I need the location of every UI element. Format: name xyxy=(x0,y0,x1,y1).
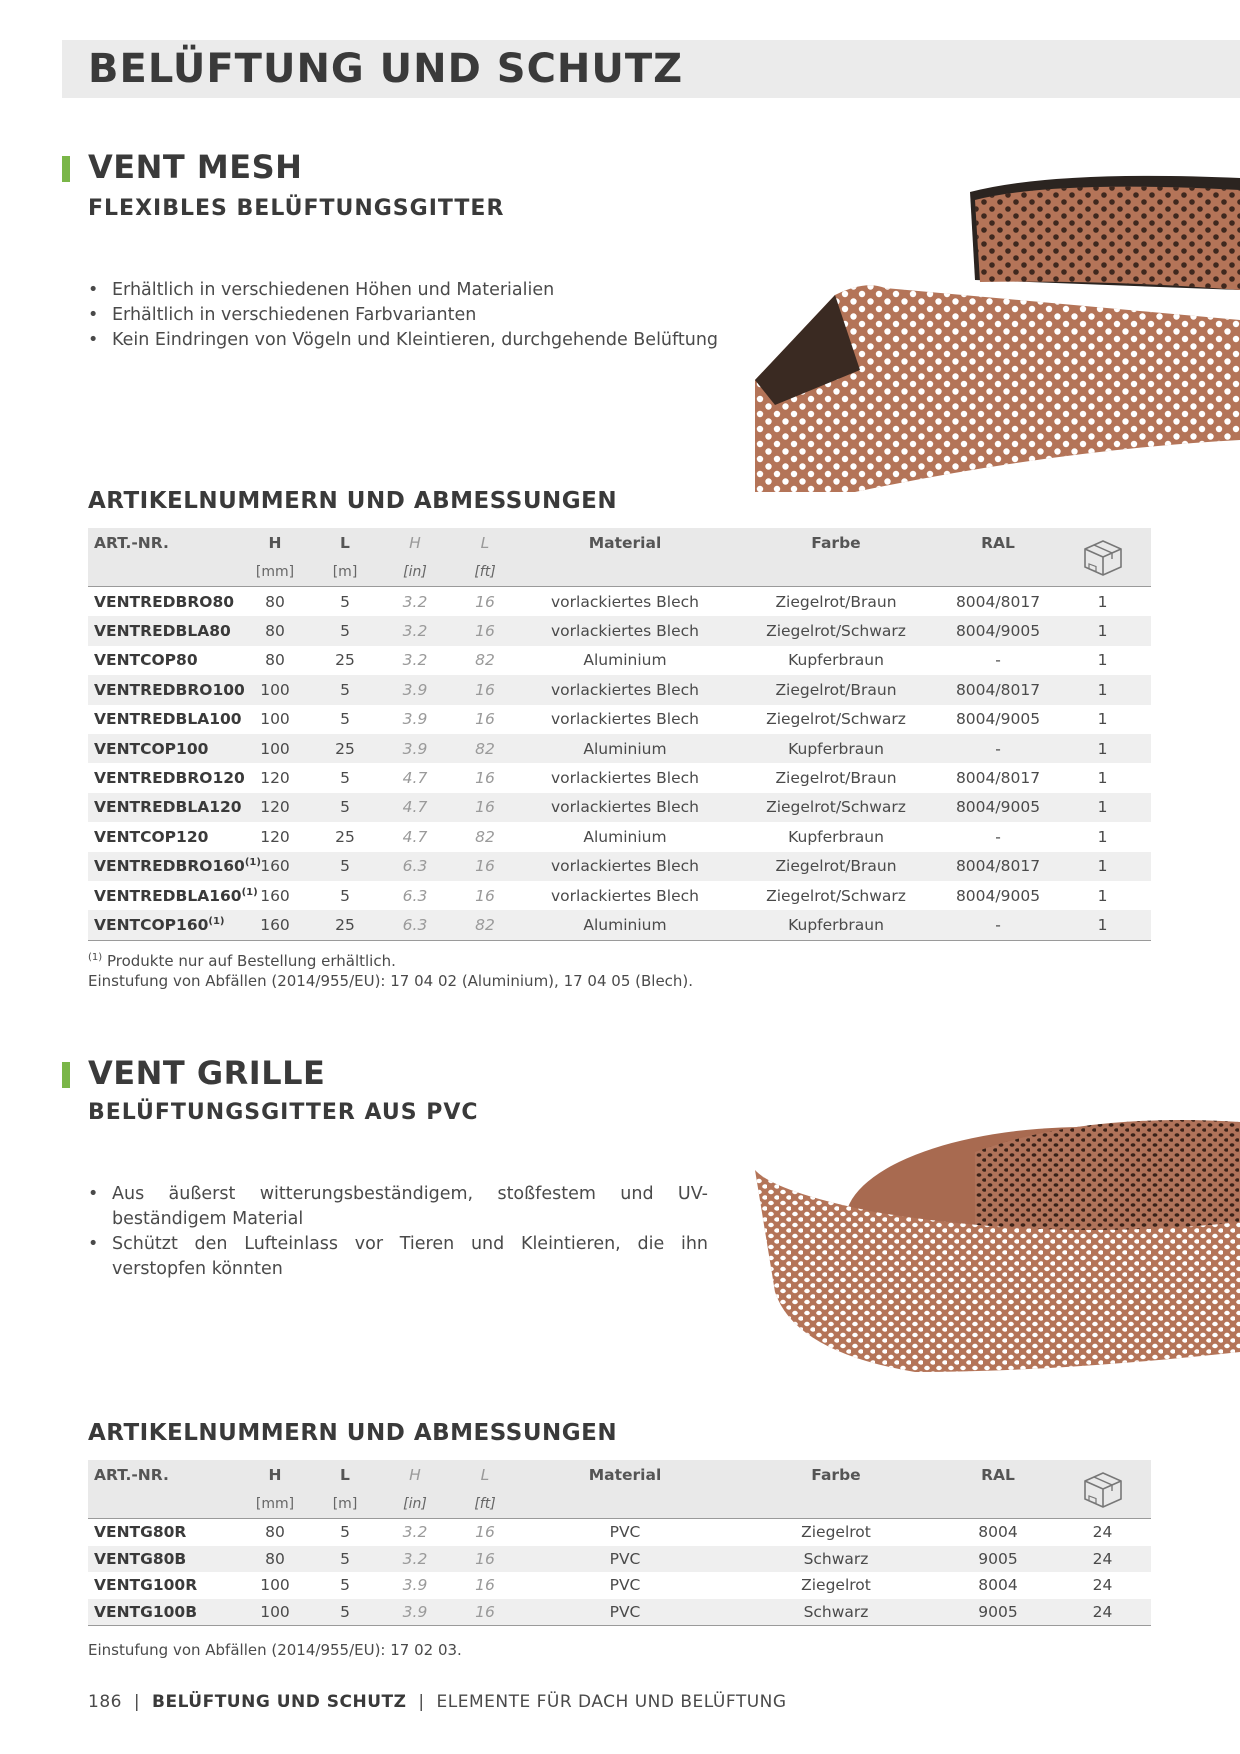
bullet-item: • Kein Eindringen von Vögeln und Kleintieren, durchgehende Belüftung xyxy=(88,328,728,353)
unit-ft: [ft] xyxy=(450,558,520,587)
table-row xyxy=(88,1572,1151,1599)
unit-mm: [mm] xyxy=(240,1490,310,1519)
material-cell: Aluminium xyxy=(583,915,667,934)
package-qty-cell: 24 xyxy=(1092,1523,1113,1542)
col-header-h-in: H xyxy=(380,528,450,558)
col-header-package xyxy=(1054,528,1151,587)
ral-cell: 8004/8017 xyxy=(955,592,1041,611)
height-mm-cell: 80 xyxy=(265,651,285,670)
package-qty-cell: 1 xyxy=(1097,622,1108,641)
article-number-cell: VENTG100B xyxy=(94,1602,198,1621)
height-mm-cell: 120 xyxy=(260,769,290,788)
vent-mesh-title: VENT MESH xyxy=(88,148,303,186)
vent-mesh-subtitle: FLEXIBLES BELÜFTUNGSGITTER xyxy=(88,196,505,221)
height-mm-cell: 120 xyxy=(260,798,290,817)
table-row xyxy=(88,616,1151,645)
material-cell: vorlackiertes Blech xyxy=(551,769,699,788)
ral-cell: 8004/8017 xyxy=(955,769,1041,788)
vent-grille-footnote: Einstufung von Abfällen (2014/955/EU): 17 02 03. xyxy=(88,1641,462,1659)
article-number-cell: VENTG80R xyxy=(94,1523,187,1542)
col-header-material: Material xyxy=(520,1460,730,1490)
table-row xyxy=(88,763,1151,792)
height-mm-cell: 80 xyxy=(265,1549,285,1568)
material-cell: vorlackiertes Blech xyxy=(551,622,699,641)
unit-m: [m] xyxy=(310,1490,380,1519)
article-number-cell: VENTG80B xyxy=(94,1549,187,1568)
col-header-ral: RAL xyxy=(942,1460,1054,1490)
height-mm-cell: 160 xyxy=(260,886,290,905)
color-cell: Schwarz xyxy=(803,1602,869,1621)
page-footer xyxy=(88,1692,787,1712)
height-mm-cell: 100 xyxy=(260,739,290,758)
article-number-cell: VENTCOP80 xyxy=(94,651,198,670)
height-mm-cell: 100 xyxy=(260,680,290,699)
ral-cell: - xyxy=(995,651,1001,670)
material-cell: Aluminium xyxy=(583,827,667,846)
col-header-l: L xyxy=(310,528,380,558)
unit-m: [m] xyxy=(310,558,380,587)
package-qty-cell: 1 xyxy=(1097,651,1108,670)
article-number-cell: VENTCOP160$^{(1)}$ xyxy=(94,915,225,934)
material-cell: vorlackiertes Blech xyxy=(551,680,699,699)
table-row xyxy=(88,822,1151,851)
col-header-art: ART.-NR. xyxy=(88,1460,240,1490)
package-qty-cell: 1 xyxy=(1097,886,1108,905)
vent-mesh-footnote xyxy=(88,951,693,991)
vent-mesh-table-heading: ARTIKELNUMMERN UND ABMESSUNGEN xyxy=(88,488,618,514)
height-in-cell: 6.3 xyxy=(402,857,428,876)
ral-cell: 9005 xyxy=(978,1549,1018,1568)
package-qty-cell: 1 xyxy=(1097,857,1108,876)
color-cell: Ziegelrot/Schwarz xyxy=(766,622,906,641)
length-ft-cell: 16 xyxy=(475,1523,495,1542)
length-m-cell: 5 xyxy=(340,886,350,905)
box-icon xyxy=(1081,1469,1125,1509)
package-qty-cell: 1 xyxy=(1097,739,1108,758)
material-cell: PVC xyxy=(609,1576,641,1595)
length-m-cell: 25 xyxy=(335,827,355,846)
length-m-cell: 5 xyxy=(340,622,350,641)
package-qty-cell: 1 xyxy=(1097,798,1108,817)
unit-in: [in] xyxy=(380,1490,450,1519)
length-ft-cell: 82 xyxy=(475,915,495,934)
footnote-marker: (1) xyxy=(208,915,225,927)
height-in-cell: 3.2 xyxy=(402,1549,428,1568)
table-row xyxy=(88,705,1151,734)
ral-cell: - xyxy=(995,827,1001,846)
height-in-cell: 3.9 xyxy=(402,739,428,758)
length-m-cell: 25 xyxy=(335,915,355,934)
height-in-cell: 6.3 xyxy=(402,915,428,934)
table-row xyxy=(88,1599,1151,1626)
table-row xyxy=(88,793,1151,822)
footer-separator: | xyxy=(133,1692,141,1712)
footnote-marker: (1) xyxy=(244,857,261,869)
height-mm-cell: 100 xyxy=(260,710,290,729)
length-ft-cell: 16 xyxy=(475,1549,495,1568)
ral-cell: 8004/8017 xyxy=(955,680,1041,699)
table-row xyxy=(88,734,1151,763)
ral-cell: - xyxy=(995,915,1001,934)
length-m-cell: 5 xyxy=(340,769,350,788)
height-in-cell: 3.2 xyxy=(402,592,428,611)
material-cell: Aluminium xyxy=(583,651,667,670)
length-m-cell: 5 xyxy=(340,1602,350,1621)
color-cell: Ziegelrot/Braun xyxy=(775,680,897,699)
height-in-cell: 4.7 xyxy=(402,798,428,817)
ral-cell: 8004 xyxy=(978,1576,1018,1595)
article-number-cell: VENTCOP120 xyxy=(94,827,209,846)
table-row xyxy=(88,910,1151,940)
ral-cell: 8004 xyxy=(978,1523,1018,1542)
article-number-cell: VENTREDBLA120 xyxy=(94,798,242,817)
length-ft-cell: 16 xyxy=(475,769,495,788)
vent-mesh-table xyxy=(88,528,1151,941)
vent-grille-subtitle: BELÜFTUNGSGITTER AUS PVC xyxy=(88,1100,479,1125)
vent-grille-bullets xyxy=(88,1182,708,1282)
material-cell: PVC xyxy=(609,1523,641,1542)
bullet-item: • Aus äußerst witterungsbeständigem, stoßfestem und UV-beständigem Material xyxy=(88,1182,708,1232)
color-cell: Kupferbraun xyxy=(788,915,884,934)
ral-cell: 8004/9005 xyxy=(955,798,1041,817)
col-header-l: L xyxy=(310,1460,380,1490)
vent-grille-table-heading: ARTIKELNUMMERN UND ABMESSUNGEN xyxy=(88,1420,618,1446)
length-m-cell: 5 xyxy=(340,1523,350,1542)
vent-grille-product-image xyxy=(755,1112,1240,1442)
package-qty-cell: 24 xyxy=(1092,1602,1113,1621)
section-accent-bar xyxy=(62,156,70,182)
vent-mesh-product-image xyxy=(755,170,1240,500)
ral-cell: 8004/8017 xyxy=(955,857,1041,876)
header-band xyxy=(62,40,1240,98)
material-cell: vorlackiertes Blech xyxy=(551,798,699,817)
height-mm-cell: 80 xyxy=(265,1523,285,1542)
height-mm-cell: 80 xyxy=(265,592,285,611)
ral-cell: 8004/9005 xyxy=(955,622,1041,641)
package-qty-cell: 1 xyxy=(1097,827,1108,846)
length-ft-cell: 82 xyxy=(475,651,495,670)
col-header-h: H xyxy=(240,1460,310,1490)
package-qty-cell: 1 xyxy=(1097,915,1108,934)
unit-ft: [ft] xyxy=(450,1490,520,1519)
ral-cell: - xyxy=(995,739,1001,758)
footer-separator: | xyxy=(418,1692,425,1712)
height-mm-cell: 100 xyxy=(260,1602,290,1621)
color-cell: Ziegelrot/Braun xyxy=(775,857,897,876)
material-cell: Aluminium xyxy=(583,739,667,758)
material-cell: vorlackiertes Blech xyxy=(551,592,699,611)
length-m-cell: 25 xyxy=(335,739,355,758)
col-header-material: Material xyxy=(520,528,730,558)
height-in-cell: 3.9 xyxy=(402,1576,428,1595)
length-m-cell: 25 xyxy=(335,651,355,670)
col-header-l-ft: L xyxy=(450,528,520,558)
length-m-cell: 5 xyxy=(340,798,350,817)
footnote-marker: (1) xyxy=(241,886,258,898)
material-cell: PVC xyxy=(609,1549,641,1568)
col-header-h-in: H xyxy=(380,1460,450,1490)
length-ft-cell: 82 xyxy=(475,739,495,758)
table-row xyxy=(88,1519,1151,1546)
height-in-cell: 6.3 xyxy=(402,886,428,905)
length-ft-cell: 16 xyxy=(475,680,495,699)
length-m-cell: 5 xyxy=(340,592,350,611)
article-number-cell: VENTREDBRO80 xyxy=(94,592,235,611)
height-mm-cell: 160 xyxy=(260,857,290,876)
height-mm-cell: 80 xyxy=(265,622,285,641)
article-number-cell: VENTREDBRO160$^{(1)}$ xyxy=(94,857,261,876)
color-cell: Ziegelrot/Braun xyxy=(775,592,897,611)
height-mm-cell: 100 xyxy=(260,1576,290,1595)
footer-section: BELÜFTUNG UND SCHUTZ xyxy=(152,1692,407,1712)
article-number-cell: VENTG100R xyxy=(94,1576,198,1595)
footnote-marker: (1) xyxy=(88,952,103,963)
height-in-cell: 4.7 xyxy=(402,769,428,788)
length-ft-cell: 16 xyxy=(475,592,495,611)
color-cell: Ziegelrot/Schwarz xyxy=(766,710,906,729)
color-cell: Kupferbraun xyxy=(788,827,884,846)
vent-grille-title: VENT GRILLE xyxy=(88,1054,326,1092)
length-ft-cell: 16 xyxy=(475,622,495,641)
bullet-item: • Schützt den Lufteinlass vor Tieren und Kleintieren, die ihn verstopfen könnten xyxy=(88,1232,708,1282)
height-in-cell: 3.9 xyxy=(402,710,428,729)
color-cell: Ziegelrot xyxy=(801,1523,871,1542)
height-in-cell: 3.2 xyxy=(402,651,428,670)
bullet-item: • Erhältlich in verschiedenen Höhen und Materialien xyxy=(88,278,728,303)
length-ft-cell: 82 xyxy=(475,827,495,846)
length-m-cell: 5 xyxy=(340,857,350,876)
article-number-cell: VENTREDBLA100 xyxy=(94,710,242,729)
table-row xyxy=(88,587,1151,617)
height-in-cell: 3.2 xyxy=(402,622,428,641)
col-header-l-ft: L xyxy=(450,1460,520,1490)
package-qty-cell: 1 xyxy=(1097,769,1108,788)
page-number: 186 xyxy=(88,1692,122,1712)
box-icon xyxy=(1081,537,1125,577)
color-cell: Ziegelrot xyxy=(801,1576,871,1595)
bullet-item: • Erhältlich in verschiedenen Farbvarianten xyxy=(88,303,728,328)
length-m-cell: 5 xyxy=(340,710,350,729)
package-qty-cell: 24 xyxy=(1092,1549,1113,1568)
table-row xyxy=(88,881,1151,910)
package-qty-cell: 1 xyxy=(1097,592,1108,611)
table-row xyxy=(88,852,1151,881)
ral-cell: 8004/9005 xyxy=(955,710,1041,729)
article-number-cell: VENTREDBRO120 xyxy=(94,769,245,788)
unit-in: [in] xyxy=(380,558,450,587)
col-header-art: ART.-NR. xyxy=(88,528,240,558)
col-header-farbe: Farbe xyxy=(730,1460,942,1490)
ral-cell: 8004/9005 xyxy=(955,886,1041,905)
length-ft-cell: 16 xyxy=(475,1602,495,1621)
col-header-ral: RAL xyxy=(942,528,1054,558)
package-qty-cell: 1 xyxy=(1097,680,1108,699)
color-cell: Ziegelrot/Schwarz xyxy=(766,886,906,905)
material-cell: vorlackiertes Blech xyxy=(551,710,699,729)
ral-cell: 9005 xyxy=(978,1602,1018,1621)
color-cell: Ziegelrot/Braun xyxy=(775,769,897,788)
length-m-cell: 5 xyxy=(340,1549,350,1568)
footnote-line2: Einstufung von Abfällen (2014/955/EU): 17 04 02 (Aluminium), 17 04 05 (Blech). xyxy=(88,972,694,990)
color-cell: Kupferbraun xyxy=(788,651,884,670)
vent-mesh-bullets xyxy=(88,278,728,353)
material-cell: PVC xyxy=(609,1602,641,1621)
height-in-cell: 3.9 xyxy=(402,680,428,699)
height-mm-cell: 120 xyxy=(260,827,290,846)
color-cell: Kupferbraun xyxy=(788,739,884,758)
footnote-line1: Produkte nur auf Bestellung erhältlich. xyxy=(106,952,396,970)
table-row xyxy=(88,1546,1151,1573)
footer-chapter: ELEMENTE FÜR DACH UND BELÜFTUNG xyxy=(436,1692,787,1712)
height-in-cell: 3.9 xyxy=(402,1602,428,1621)
section-accent-bar xyxy=(62,1062,70,1088)
article-number-cell: VENTCOP100 xyxy=(94,739,209,758)
table-row xyxy=(88,646,1151,675)
length-ft-cell: 16 xyxy=(475,1576,495,1595)
color-cell: Schwarz xyxy=(803,1549,869,1568)
length-m-cell: 5 xyxy=(340,1576,350,1595)
length-ft-cell: 16 xyxy=(475,886,495,905)
package-qty-cell: 1 xyxy=(1097,710,1108,729)
length-ft-cell: 16 xyxy=(475,710,495,729)
table-row xyxy=(88,675,1151,704)
article-number-cell: VENTREDBLA160$^{(1)}$ xyxy=(94,886,258,905)
length-ft-cell: 16 xyxy=(475,798,495,817)
vent-grille-table xyxy=(88,1460,1151,1626)
height-in-cell: 4.7 xyxy=(402,827,428,846)
article-number-cell: VENTREDBLA80 xyxy=(94,622,231,641)
article-number-cell: VENTREDBRO100 xyxy=(94,680,245,699)
length-m-cell: 5 xyxy=(340,680,350,699)
material-cell: vorlackiertes Blech xyxy=(551,886,699,905)
col-header-package xyxy=(1054,1460,1151,1519)
col-header-farbe: Farbe xyxy=(730,528,942,558)
col-header-h: H xyxy=(240,528,310,558)
package-qty-cell: 24 xyxy=(1092,1576,1113,1595)
color-cell: Ziegelrot/Schwarz xyxy=(766,798,906,817)
material-cell: vorlackiertes Blech xyxy=(551,857,699,876)
height-mm-cell: 160 xyxy=(260,915,290,934)
unit-mm: [mm] xyxy=(240,558,310,587)
length-ft-cell: 16 xyxy=(475,857,495,876)
height-in-cell: 3.2 xyxy=(402,1523,428,1542)
page-title: BELÜFTUNG UND SCHUTZ xyxy=(88,46,684,92)
